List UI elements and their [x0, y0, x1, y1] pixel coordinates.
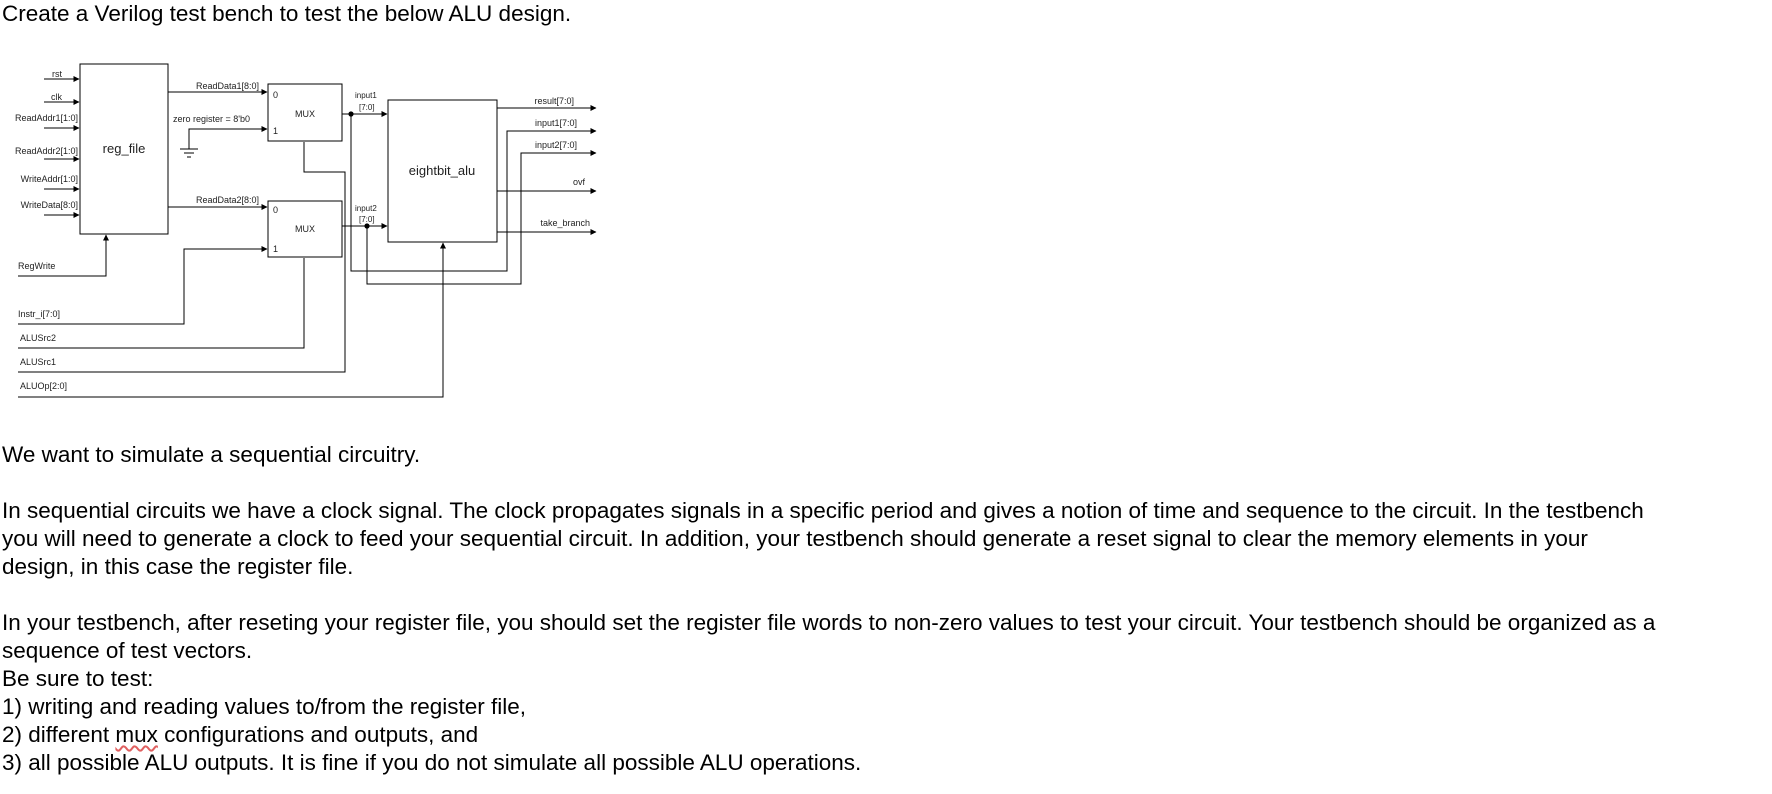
list-item-2-end: configurations and outputs, and: [157, 722, 479, 747]
mux-bottom-in0: 0: [273, 205, 279, 215]
input-label-writedata: WriteData[8:0]: [20, 200, 78, 210]
output-label-input2: input2[7:0]: [534, 140, 577, 150]
alu-label: eightbit_alu: [408, 163, 476, 178]
mux-top-label: MUX: [295, 109, 315, 119]
control-label-alusrc1: ALUSrc1: [20, 357, 57, 367]
output-label-result: result[7:0]: [534, 96, 574, 106]
paragraph-be-sure: Be sure to test:: [2, 666, 154, 691]
output-label-ovf: ovf: [572, 177, 585, 187]
paragraph-testbench-line-2: sequence of test vectors.: [2, 638, 253, 663]
mux-bottom-label: MUX: [295, 224, 315, 234]
input-label-readaddr1: ReadAddr1[1:0]: [14, 113, 78, 123]
paragraph-clock-line-2: you will need to generate a clock to feed your sequential circuit. In addition, your testbench should generate a reset signal to clear the memory elements in your: [2, 526, 1588, 551]
list-item-2: [2, 721, 478, 749]
control-label-alusrc2: ALUSrc2: [20, 333, 57, 343]
mux-bottom-in1: 1: [273, 244, 279, 254]
spellcheck-word-mux: mux: [115, 722, 158, 747]
mux-top-in0: 0: [273, 90, 279, 100]
alu-input2-width: [7:0]: [359, 215, 375, 224]
paragraph-intro: We want to simulate a sequential circuitry.: [2, 442, 421, 467]
control-label-instr: Instr_i[7:0]: [18, 309, 61, 319]
list-item-2-start: 2) different: [2, 722, 116, 747]
alu-input1-label: input1: [355, 91, 377, 100]
list-item-3: 3) all possible ALU outputs. It is fine if you do not simulate all possible ALU operations.: [2, 750, 862, 775]
input-label-writeaddr: WriteAddr[1:0]: [20, 174, 78, 184]
paragraph-clock-line-1: In sequential circuits we have a clock signal. The clock propagates signals in a specific period and gives a notion of time and sequence to the circuit. In the testbench: [2, 498, 1644, 523]
alu-input1-width: [7:0]: [359, 103, 375, 112]
output-label-take-branch: take_branch: [540, 218, 590, 228]
mux-top-in1: 1: [273, 126, 279, 136]
output-label-input1: input1[7:0]: [534, 118, 577, 128]
alu-block-diagram: [0, 52, 600, 404]
readdata2-label: ReadData2[8:0]: [196, 195, 260, 205]
control-label-aluop: ALUOp[2:0]: [20, 381, 68, 391]
input-label-readaddr2: ReadAddr2[1:0]: [14, 146, 78, 156]
readdata1-label: ReadData1[8:0]: [196, 81, 260, 91]
input-label-rst: rst: [52, 69, 62, 79]
input-label-clk: clk: [51, 92, 62, 102]
zero-register-label: zero register = 8'b0: [173, 114, 251, 124]
paragraph-clock-line-3: design, in this case the register file.: [2, 554, 354, 579]
regwrite-label: RegWrite: [18, 261, 56, 271]
question-title: Create a Verilog test bench to test the below ALU design.: [2, 1, 572, 26]
reg-file-label: reg_file: [102, 141, 146, 156]
list-item-1: 1) writing and reading values to/from the register file,: [2, 694, 527, 719]
alu-input2-label: input2: [355, 204, 377, 213]
paragraph-testbench-line-1: In your testbench, after reseting your register file, you should set the register file words to non-zero values to test your circuit. Your testbench should be organized as a: [2, 610, 1656, 635]
